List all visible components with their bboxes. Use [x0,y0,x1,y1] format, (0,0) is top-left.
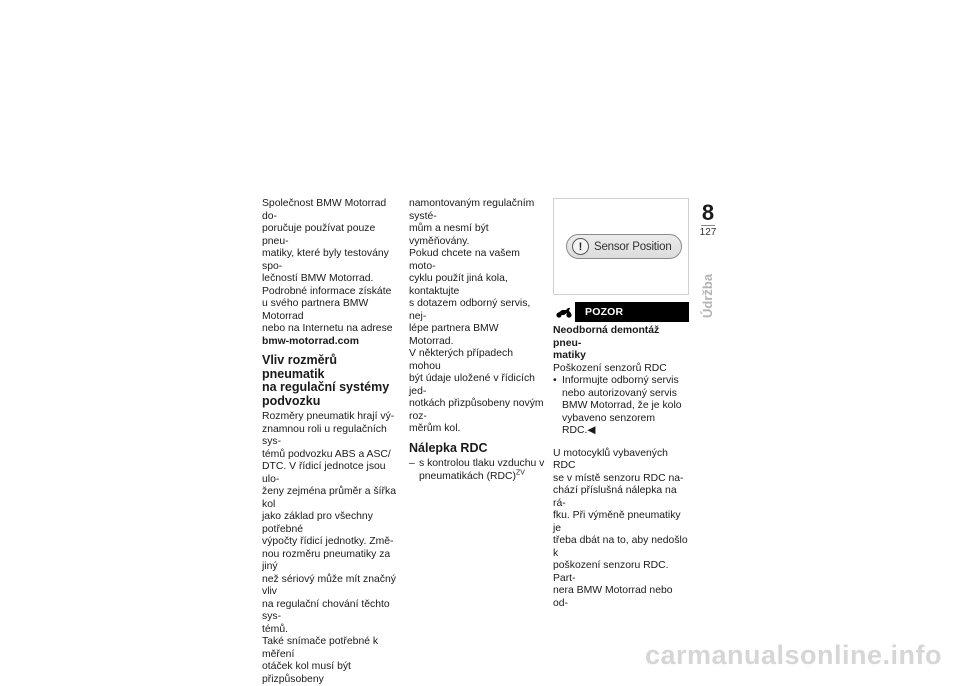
bullet-marker: • [553,375,557,386]
column-right [553,325,689,610]
rdc-sticker-paragraph: U motocyklů vybavených RDC se v místě senzoru RDC na- chází příslušná nálepka na rá- fku. Při výměně pneumatiky je třeba dbát na to, aby nedošlo k poškození senzoru RDC. Part- nera BMW Motorrad nebo od- [553,447,688,609]
chapter-title: Údržba [700,273,715,318]
column-left [262,198,397,686]
chapter-divider [701,225,715,226]
end-mark-icon: ◀ [587,425,596,436]
warning-exclamation-icon: ! [572,238,589,255]
chapter-number: 8 [701,200,715,225]
motorcycle-icon [555,307,573,318]
motorcycle-warning-icon [553,302,575,322]
section-heading-rdc-sticker: Nálepka RDC [409,440,488,455]
rdc-list-item: – s kontrolou tlaku vzduchu v pneumatikách (RDC)$^{ZV}$ [409,458,545,482]
dashboard-display [566,234,682,259]
watermark: carmanualsonline.info [644,640,942,670]
website-link[interactable]: bmw-motorrad.com [262,335,359,347]
sensor-position-text: Sensor Position [594,240,672,253]
warning-title: Neodborná demontáž pneu- matiky [553,325,660,361]
intro-paragraph: Společnost BMW Motorrad do- poručuje používat pouze pneu- matiky, které byly testovány spo- lečností BMW Motorrad. Podrobné informace získáte u svého partnera BMW Motorrad nebo na Internetu na adrese bmw-motorrad.com [262,198,393,347]
sensor-position-figure [553,198,689,295]
page-number: 127 [699,227,717,238]
section-heading-tyre-size: Vliv rozměrů pneumatik na regulační systémy podvozku [262,353,390,408]
warning-bar [553,302,689,322]
wheel-sensors-paragraph: namontovaným regulačním systé- mům a nesmí být vyměňovány. Pokud chcete na vašem moto- cyklu použít jiná kola, kontaktujte s dotazem odborný servis, nej- lépe partnera BMW Motorrad. V některých případech mohou být údaje uložené v řídicích jed- notkách přizpůsobeny novým roz- měrům kol. [409,198,544,434]
column-middle [409,198,545,483]
dash-marker: – [409,458,415,469]
optional-equipment-mark: ZV [516,469,525,477]
tyre-size-paragraph: Rozměry pneumatik hrají vý- znamnou roli u regulačních sys- témů podvozku ABS a ASC/ DTC. V řídicí jednotce jsou ulo- ženy zejména průměr a šířka kol jako základ pro všechny potřebné výpočty řídicí jednotky. Změ- nou rozměru pneumatiky za jiný než sériový může mít značný vliv na regulační chování těchto sys- témů. Také snímače potřebné k měření otáček kol musí být přizpůsobeny [262,411,396,685]
warning-subtitle: Poškození senzorů RDC [553,362,667,374]
warning-label: POZOR [585,306,624,318]
warning-bullet: • Informujte odborný servis nebo autorizovaný servis BMW Motorrad, že je kolo vybaveno senzorem RDC.◀ [553,375,682,436]
